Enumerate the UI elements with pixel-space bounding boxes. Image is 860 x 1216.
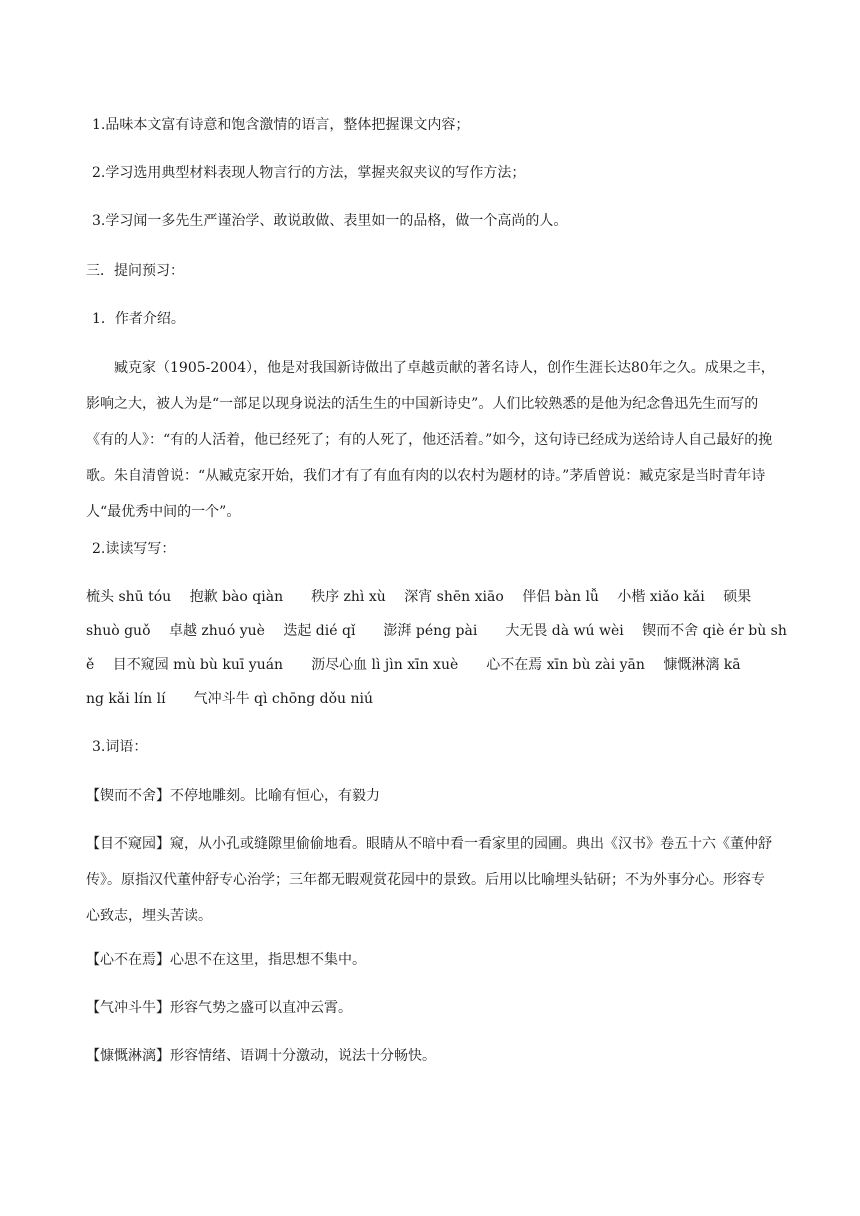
term-qi-chong-dou-niu: 【气冲斗牛】形容气势之盛可以直冲云霄。 bbox=[86, 1000, 352, 1016]
vocab-line-1: 梳头 shū tóu 抱歉 bào qiàn 秩序 zhì xù 深宵 shēn xiāo 伴侣 bàn lǚ 小楷 xiǎo kǎi 硕果 bbox=[86, 589, 752, 605]
reading-heading: 2.读读写写： bbox=[92, 541, 176, 557]
objective-1: 1.品味本文富有诗意和饱含激情的语言，整体把握课文内容； bbox=[92, 117, 470, 133]
term-kang-kai-lin-li: 【慷慨淋漓】形容情绪、语调十分激动，说法十分畅快。 bbox=[86, 1048, 436, 1064]
vocab-line-2: shuò guǒ 卓越 zhuó yuè 迭起 dié qǐ 澎湃 péng pài 大无畏 dà wú wèi 锲而不舍 qiè ér bù sh bbox=[86, 623, 787, 639]
objective-2: 2.学习选用典型材料表现人物言行的方法，掌握夹叙夹议的写作方法； bbox=[92, 165, 526, 181]
term-qie-er-bu-she: 【锲而不舍】不停地雕刻。比喻有恒心，有毅力 bbox=[86, 788, 380, 804]
words-heading: 3.词语： bbox=[92, 739, 148, 755]
vocab-line-4: ng kǎi lín lí 气冲斗牛 qì chōng dǒu niú bbox=[86, 691, 373, 707]
author-heading: 1．作者介绍。 bbox=[92, 311, 185, 327]
section-heading-preview: 三．提问预习： bbox=[86, 263, 184, 279]
author-paragraph: 臧克家（1905-2004），他是对我国新诗做出了卓越贡献的著名诗人，创作生涯长达80年之久。成果之丰，影响之大，被人为是“一部足以现身说法的活生生的中国新诗史”。人们比较熟悉的是他为纪念鲁迅先生而写的《有的人》：“有的人活着，他已经死了；有的人死了，他还活着。”如今，这句诗已经成为送给诗人自己最好的挽歌。朱自清曾说：“从臧克家开始，我们才有了有血有肉的以农村为题材的诗。”茅盾曾说：臧克家是当时青年诗人“最优秀中间的一个”。 bbox=[86, 360, 775, 520]
term-xin-bu-zai-yan: 【心不在焉】心思不在这里，指思想不集中。 bbox=[86, 952, 366, 968]
vocab-line-3: ě 目不窥园 mù bù kuī yuán 沥尽心血 lì jìn xīn xuè 心不在焉 xīn bù zài yān 慷慨淋漓 kā bbox=[86, 657, 741, 673]
objective-3: 3.学习闻一多先生严谨治学、敢说敢做、表里如一的品格，做一个高尚的人。 bbox=[92, 213, 568, 229]
term-mu-bu-kui-yuan: 【目不窥园】窥，从小孔或缝隙里偷偷地看。眼睛从不暗中看一看家里的园圃。典出《汉书》卷五十六《董仲舒传》。原指汉代董仲舒专心治学；三年都无暇观赏花园中的景致。后用以比喻埋头钻研；不为外事分心。形容专心致志，埋头苦读。 bbox=[86, 836, 772, 924]
